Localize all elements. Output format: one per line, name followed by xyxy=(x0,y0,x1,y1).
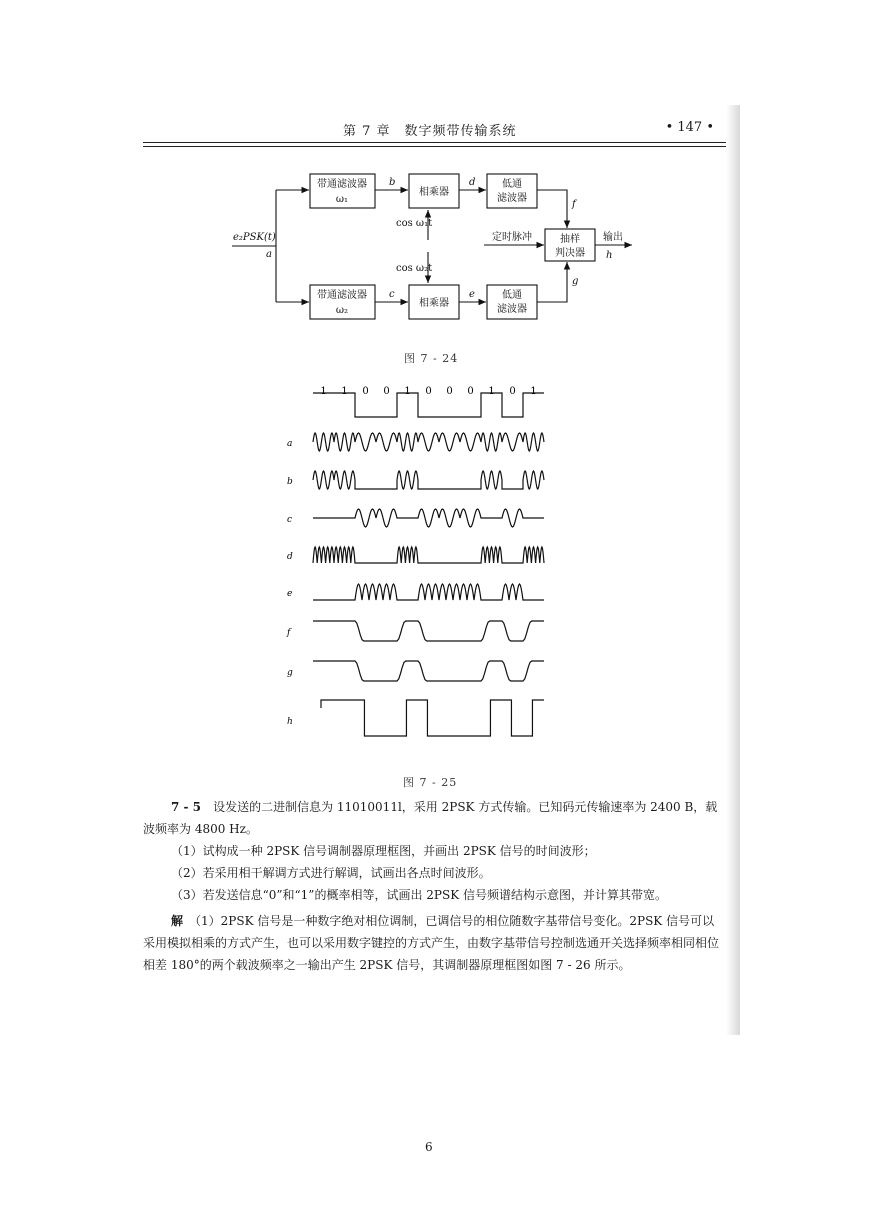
lpf1-label-1: 低通 xyxy=(502,179,522,190)
waveform-label-a: a xyxy=(287,439,293,449)
waveform-c xyxy=(313,509,544,527)
point-d-label: d xyxy=(469,177,476,188)
waveform-a xyxy=(313,433,544,451)
waveform-g xyxy=(313,661,544,681)
waveform-label-h: h xyxy=(287,717,293,727)
input-signal-label: e₂PSK(t) xyxy=(233,232,276,243)
bpf1-label: 带通滤波器 xyxy=(317,179,367,190)
solution-body: （1）2PSK 信号是一种数字绝对相位调制，已调信号的相位随数字基带信号变化。2PSK 信号可以采用模拟相乘的方式产生，也可以采用数字键控的方式产生，由数字基带信号控制选通开关选择频率相同相位相差 180°的两个载波频率之一输出产生 2PSK 信号，其调制器原理框图如图 7 - 26 所示。 xyxy=(143,914,720,972)
point-g-label: g xyxy=(572,276,579,287)
problem-text xyxy=(143,796,726,976)
waveform-label-g: g xyxy=(287,668,293,678)
solution-label: 解 xyxy=(171,914,184,928)
waveform-label-d: d xyxy=(287,552,293,562)
sampler-label-2: 判决器 xyxy=(555,248,585,259)
sampler-block xyxy=(545,229,595,261)
point-e-label: e xyxy=(469,289,475,300)
bit-label: 0 xyxy=(509,386,516,397)
question-1: （1）试构成一种 2PSK 信号调制器原理框图，并画出 2PSK 信号的时间波形； xyxy=(171,844,596,858)
point-f-label: f xyxy=(572,199,576,210)
book-page-number: • 147 • xyxy=(665,120,714,135)
problem-body: 设发送的二进制信息为 11010011l，采用 2PSK 方式传输。已知码元传输速率为 2400 B，载波频率为 4800 Hz。 xyxy=(143,800,718,836)
chapter-title: 第 7 章 数字频带传输系统 xyxy=(343,124,517,139)
bit-label: 0 xyxy=(362,386,369,397)
bpf2-label: 带通滤波器 xyxy=(317,290,367,301)
point-b-label: b xyxy=(389,177,396,188)
bit-label: 0 xyxy=(383,386,390,397)
bit-label: 1 xyxy=(404,386,411,397)
lpf2-label-1: 低通 xyxy=(502,290,522,301)
multiplier2-label: 相乘器 xyxy=(419,298,449,309)
waveform-figure xyxy=(0,375,869,775)
bit-label: 0 xyxy=(467,386,474,397)
output-label: 输出 xyxy=(603,232,623,243)
problem-number: 7 - 5 xyxy=(171,800,202,814)
point-a-label: a xyxy=(266,249,272,260)
cos2-label: cos ω₂t xyxy=(396,263,433,274)
page-number: 6 xyxy=(425,1140,433,1154)
question-3: （3）若发送信息“0”和“1”的概率相等，试画出 2PSK 信号频谱结构示意图，并计算其带宽。 xyxy=(171,888,667,902)
cos1-label: cos ω₁t xyxy=(396,218,433,229)
bpf2-omega: ω₂ xyxy=(335,305,349,316)
waveform-e xyxy=(313,584,544,600)
bit-label: 1 xyxy=(341,386,348,397)
bit-label: 0 xyxy=(425,386,432,397)
fig-25-caption: 图 7 - 25 xyxy=(403,776,458,789)
point-h-label: h xyxy=(606,250,613,261)
lpf2-block xyxy=(487,285,537,319)
f-line xyxy=(537,190,567,228)
waveform-label-e: e xyxy=(287,589,293,599)
multiplier1-block xyxy=(409,174,459,208)
bit-label: 1 xyxy=(320,386,327,397)
solution-paragraph xyxy=(143,910,726,976)
multiplier2-block xyxy=(409,285,459,319)
waveform-label-c: c xyxy=(287,515,293,525)
lpf2-label-2: 滤波器 xyxy=(497,304,527,315)
waveform-h xyxy=(321,700,544,736)
bit-label: 1 xyxy=(488,386,495,397)
sampler-label-1: 抽样 xyxy=(560,234,580,245)
multiplier1-label: 相乘器 xyxy=(419,187,449,198)
problem-statement xyxy=(143,796,726,840)
lpf1-block xyxy=(487,174,537,208)
lpf1-label-2: 滤波器 xyxy=(497,193,527,204)
question-2: （2）若采用相干解调方式进行解调，试画出各点时间波形。 xyxy=(171,866,491,880)
bpf1-block xyxy=(310,174,375,208)
block-diagram xyxy=(0,0,869,360)
fig-24-caption: 图 7 - 24 xyxy=(404,352,459,365)
bit-label: 1 xyxy=(530,386,537,397)
timing-label: 定时脉冲 xyxy=(492,232,532,243)
waveform-b xyxy=(313,471,544,489)
bit-label: 0 xyxy=(446,386,453,397)
waveform-label-b: b xyxy=(287,477,293,487)
bpf1-omega: ω₁ xyxy=(335,194,349,205)
waveform-f xyxy=(313,621,544,641)
g-line xyxy=(537,262,567,302)
waveform-d xyxy=(313,547,544,563)
point-c-label: c xyxy=(389,289,395,300)
waveform-label-f: f xyxy=(287,628,291,638)
bpf2-block xyxy=(310,285,375,319)
